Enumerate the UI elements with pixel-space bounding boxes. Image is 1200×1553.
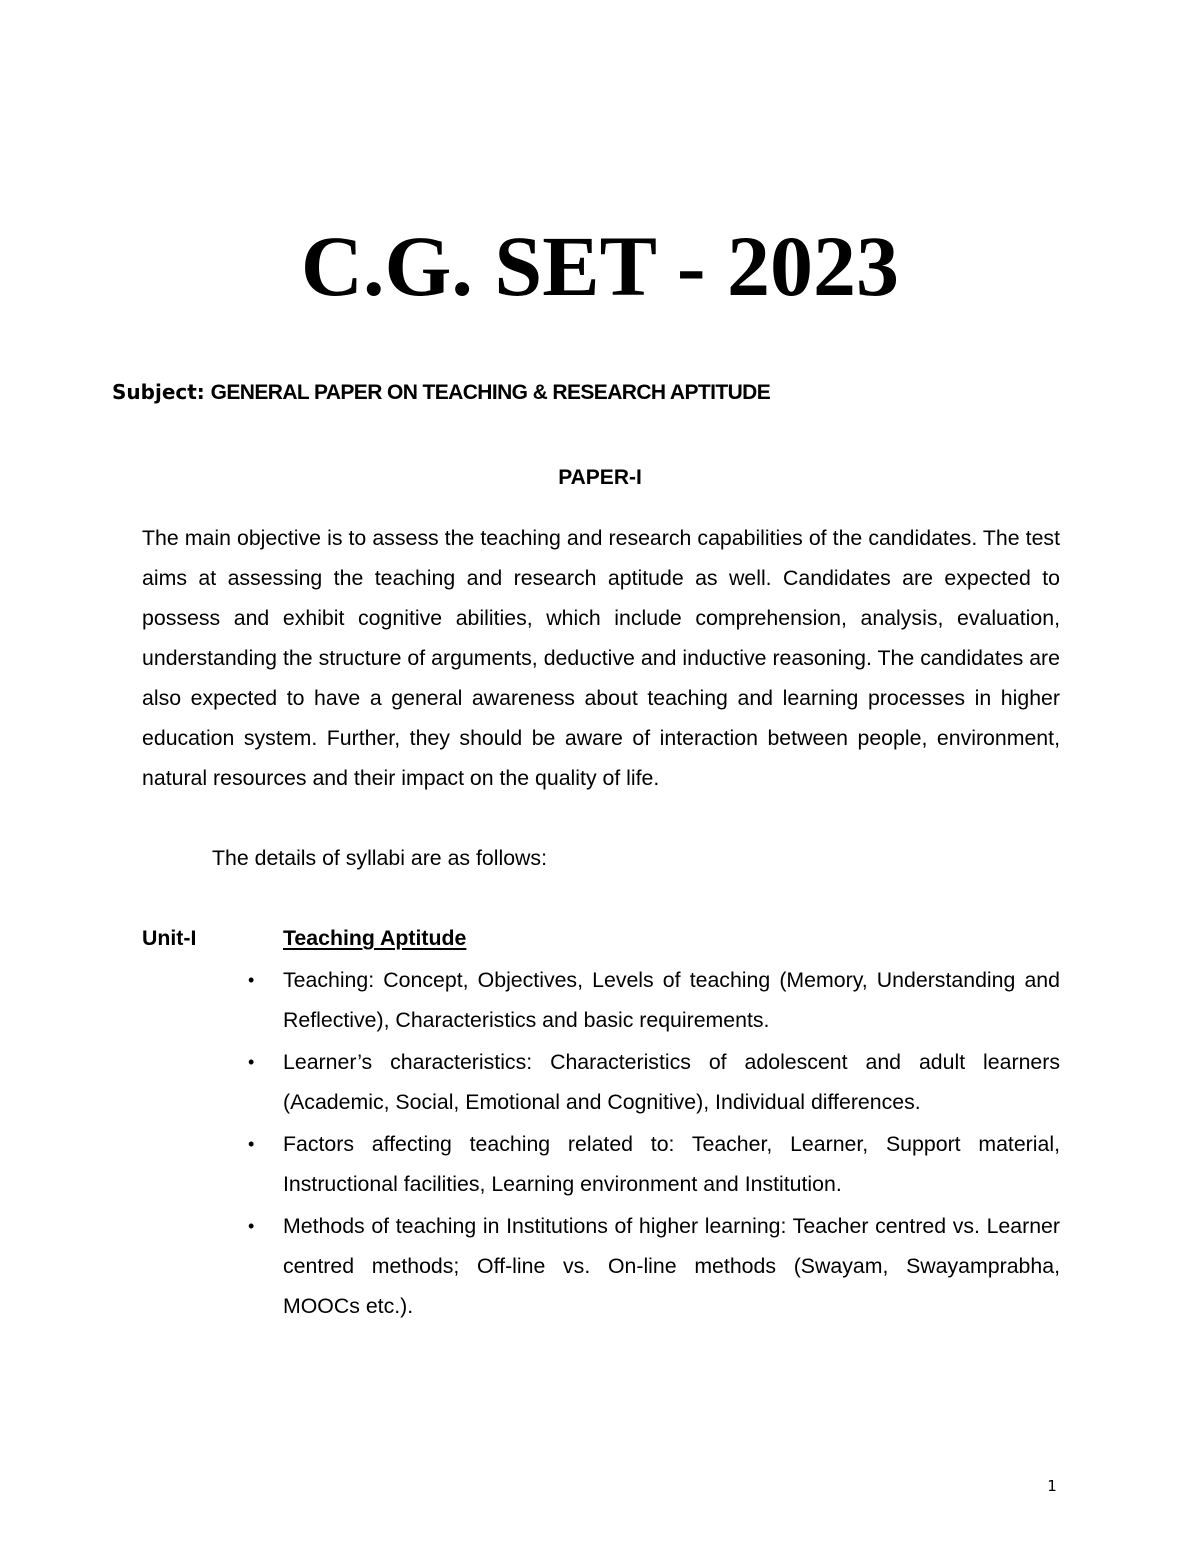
subject-label: Subject: bbox=[112, 380, 205, 404]
unit-topic-list bbox=[242, 960, 1060, 1328]
intro-paragraph: The main objective is to assess the teaching and research capabilities of the candidates. The test aims at assessing the teaching and research aptitude as well. Candidates are expected to possess and exhibit cognitive abilities, which include comprehension, analysis, evaluation, understanding the structure of arguments, deductive and inductive reasoning. The candidates are also expected to have a general awareness about teaching and learning processes in higher education system. Further, they should be aware of interaction between people, environment, natural resources and their impact on the quality of life. bbox=[142, 526, 1060, 790]
topic-text: Teaching: Concept, Objectives, Levels of teaching (Memory, Understanding and Reflective), Characteristics and basic requirements. bbox=[283, 968, 1060, 1032]
document-title: C.G. SET - 2023 bbox=[300, 218, 900, 314]
unit-label: Unit-I bbox=[142, 926, 197, 950]
topic-text: Learner’s characteristics: Characteristics of adolescent and adult learners (Academic, Social, Emotional and Cognitive), Individual differences. bbox=[283, 1050, 1060, 1114]
list-item bbox=[242, 960, 1060, 1040]
bullet-icon: • bbox=[248, 1134, 255, 1154]
bullet-icon: • bbox=[248, 970, 255, 990]
topic-text: Methods of teaching in Institutions of higher learning: Teacher centred vs. Learner centred methods; Off-line vs. On-line methods (Swayam, Swayamprabha, MOOCs etc.). bbox=[283, 1214, 1060, 1318]
subject-text: GENERAL PAPER ON TEACHING & RESEARCH APTITUDE bbox=[210, 381, 771, 404]
topic-text: Factors affecting teaching related to: Teacher, Learner, Support material, Instructional facilities, Learning environment and Institution. bbox=[283, 1132, 1060, 1196]
list-item bbox=[242, 1124, 1060, 1204]
bullet-icon: • bbox=[248, 1216, 255, 1236]
details-line: The details of syllabi are as follows: bbox=[212, 846, 547, 870]
paper-heading: PAPER-I bbox=[558, 466, 642, 489]
unit-title: Teaching Aptitude bbox=[283, 926, 467, 950]
list-item bbox=[242, 1042, 1060, 1122]
list-item bbox=[242, 1206, 1060, 1326]
unit-heading bbox=[142, 918, 1060, 958]
bullet-icon: • bbox=[248, 1052, 255, 1072]
page-number: 1 bbox=[1047, 1477, 1057, 1495]
subject-line bbox=[112, 378, 770, 407]
